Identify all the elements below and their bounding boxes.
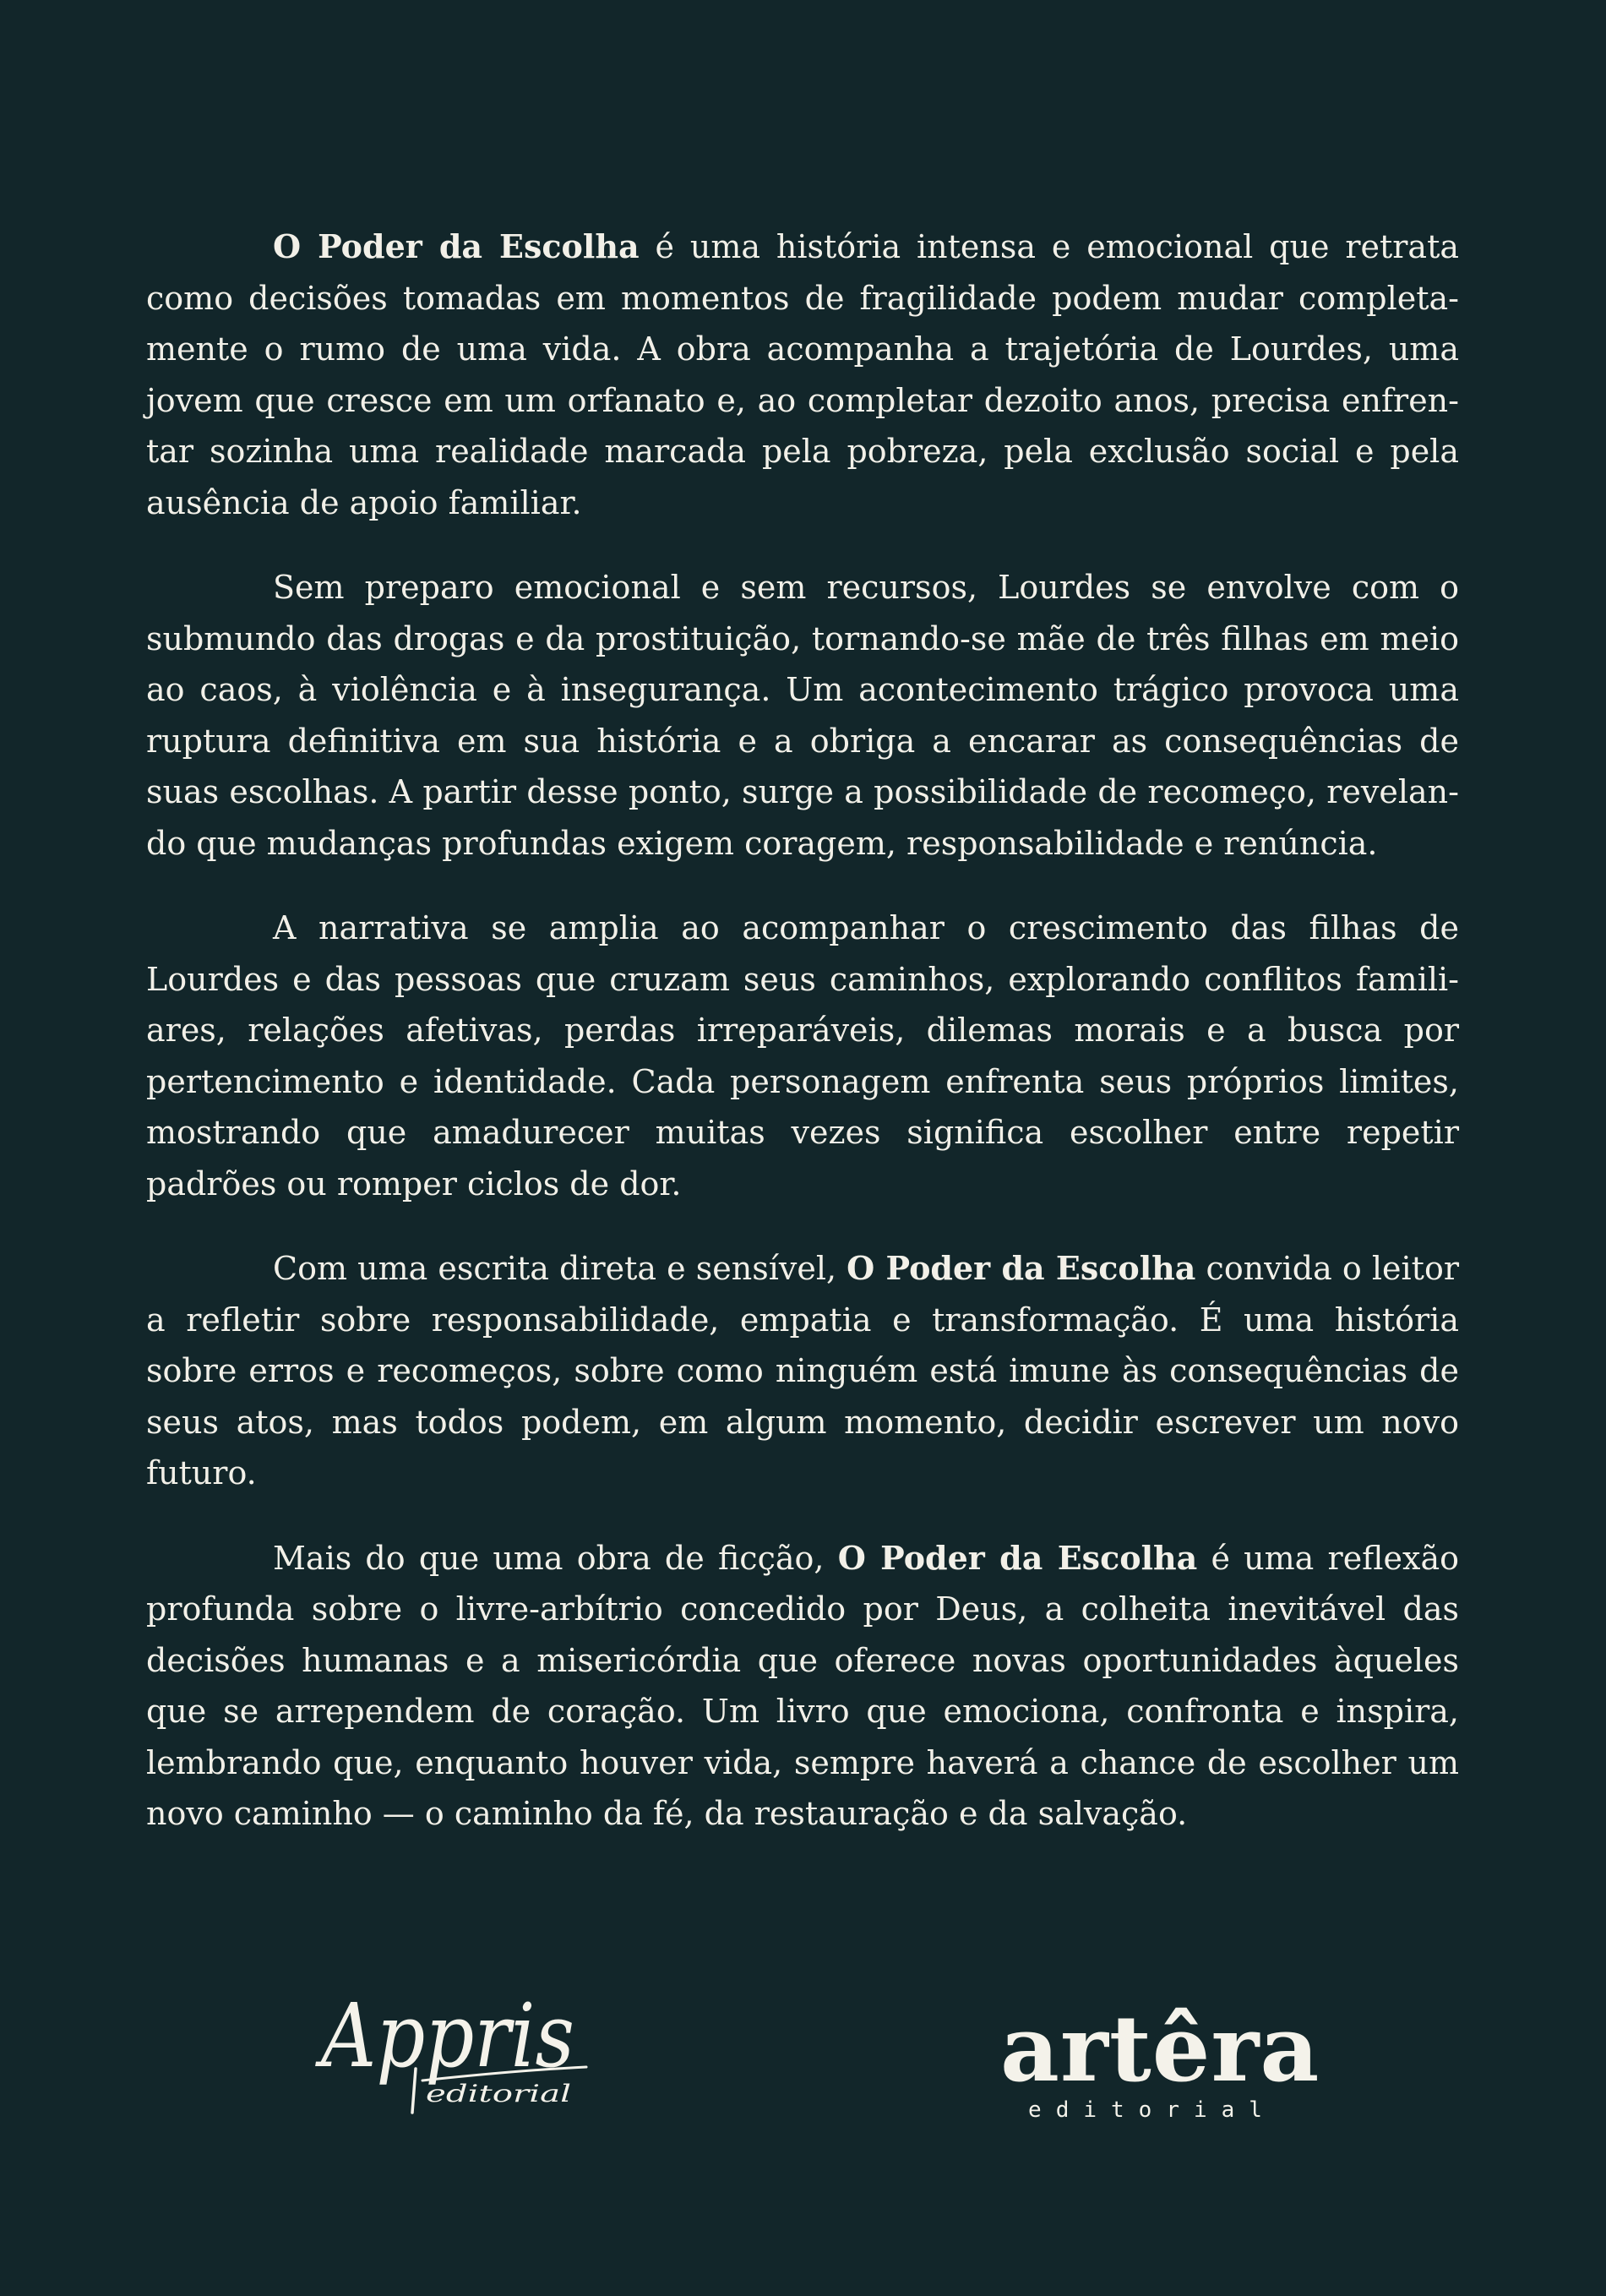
synopsis-paragraph-1 <box>146 221 1459 528</box>
appris-logo-wordmark: Appris <box>315 1986 574 2087</box>
paragraph-text: é uma história intensa e emocional que retrata como decisões tomadas em momentos de fragilidade podem mudar completamente o rumo de uma vida. A obra acompanha a trajetória de Lourdes, uma jovem que cresce em um orfanato e, ao completar dezoito anos, precisa enfrentar sozinha uma realidade marcada pela pobreza, pela exclusão social e pela ausência de apoio familiar. <box>146 228 1459 521</box>
synopsis-paragraph-5 <box>146 1533 1459 1840</box>
artera-logo-wordmark: artêra <box>1000 1996 1320 2102</box>
paragraph-text: convida o leitor a refletir sobre responsabilidade, empatia e transformação. É uma história sobre erros e recomeços, sobre como ninguém está imune às consequências de seus atos, mas todos podem, em algum momento, decidir escrever um novo futuro. <box>146 1250 1459 1492</box>
book-title-bold: O Poder da Escolha <box>847 1249 1196 1287</box>
appris-logo-icon <box>314 1986 593 2121</box>
artera-logo-subtitle: editorial <box>1028 2097 1277 2123</box>
paragraph-text: Com uma escrita direta e sensível, <box>273 1250 847 1287</box>
appris-editorial-logo <box>314 1986 593 2121</box>
synopsis-paragraph-2: Sem preparo emocional e sem recursos, Lourdes se envolve com o submundo das drogas e da prostituição, tornando-se mãe de três filhas em meio ao caos, à violência e à insegurança. Um acontecimento trágico provoca uma ruptura definitiva em sua história e a obriga a encarar as consequências de suas escolhas. A partir desse ponto, surge a possibilidade de recomeço, revelando que mudanças profundas exigem coragem, responsabilidade e renúncia. <box>146 569 1459 862</box>
appris-logo-subtitle: editorial <box>426 2080 571 2108</box>
book-title-bold: O Poder da Escolha <box>837 1538 1198 1577</box>
paragraph-text: é uma reflexão profunda sobre o livre-arbítrio concedido por Deus, a colheita inevitável das decisões humanas e a misericórdia que oferece novas oportunidades àqueles que se arrependem de coração. Um livro que emociona, confronta e inspira, lembrando que, enquanto houver vida, sempre haverá a chance de escolher um novo caminho — o caminho da fé, da restauração e da salvação. <box>146 1539 1459 1832</box>
back-cover-synopsis <box>146 221 1459 1873</box>
artera-editorial-logo <box>1000 1996 1320 2130</box>
synopsis-paragraph-3: A narrativa se amplia ao acompanhar o crescimento das filhas de Lourdes e das pessoas que cruzam seus caminhos, explorando conflitos familiares, relações afetivas, perdas irreparáveis, dilemas morais e a busca por pertencimento e identidade. Cada personagem enfrenta seus próprios limites, mostrando que amadurecer muitas vezes significa escolher entre repetir padrões ou romper ciclos de dor. <box>146 909 1459 1203</box>
book-title-bold: O Poder da Escolha <box>273 227 640 265</box>
paragraph-text: Mais do que uma obra de ficção, <box>273 1539 838 1577</box>
synopsis-paragraph-4 <box>146 1243 1459 1499</box>
